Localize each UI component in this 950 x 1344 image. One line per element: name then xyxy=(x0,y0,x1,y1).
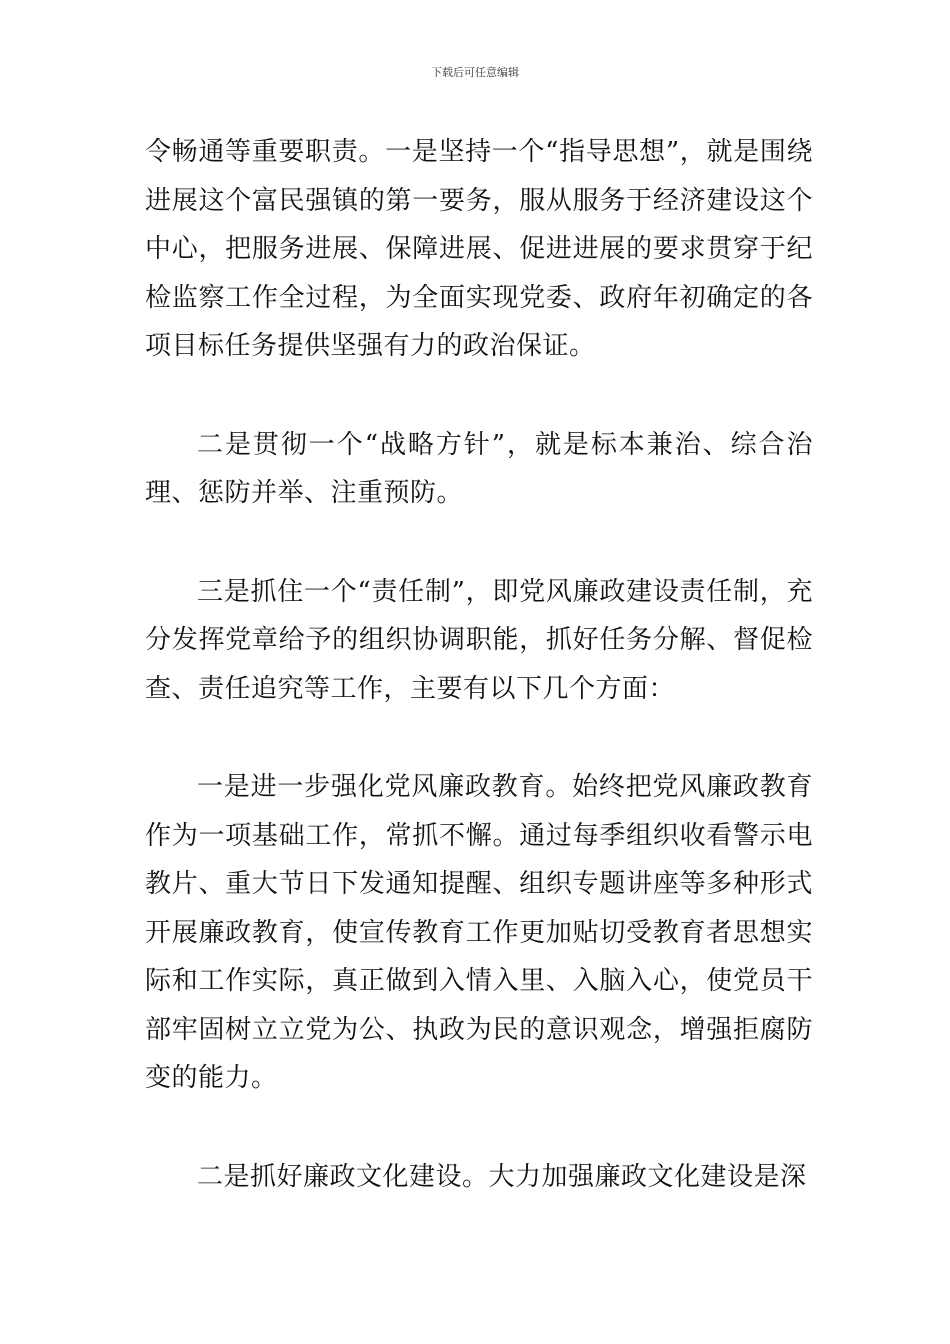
paragraph-5: 二是抓好廉政文化建设。大力加强廉政文化建设是深 xyxy=(197,1161,807,1192)
document-body xyxy=(145,128,813,1201)
paragraph-3: 三是抓住一个“责任制”，即党风廉政建设责任制，充分发挥党章给予的组织协调职能，抓好任务分解、督促检查、责任追究等工作，主要有以下几个方面： xyxy=(145,576,813,704)
paragraph-2: 二是贯彻一个“战略方针”，就是标本兼治、综合治理、惩防并举、注重预防。 xyxy=(145,429,813,508)
paragraph-4: 一是进一步强化党风廉政教育。始终把党风廉政教育作为一项基础工作，常抓不懈。通过每季组织收看警示电教片、重大节日下发通知提醒、组织专题讲座等多种形式开展廉政教育，使宣传教育工作更加贴切受教育者思想实际和工作实际，真正做到入情入里、入脑入心，使党员干部牢固树立立党为公、执政为民的意识观念，增强拒腐防变的能力。 xyxy=(145,772,813,1093)
page-header: 下载后可任意编辑 xyxy=(431,66,519,79)
paragraph-1: 令畅通等重要职责。一是坚持一个“指导思想”，就是围绕进展这个富民强镇的第一要务，服从服务于经济建设这个中心，把服务进展、保障进展、促进进展的要求贯穿于纪检监察工作全过程，为全面实现党委、政府年初确定的各项目标任务提供坚强有力的政治保证。 xyxy=(145,137,813,361)
